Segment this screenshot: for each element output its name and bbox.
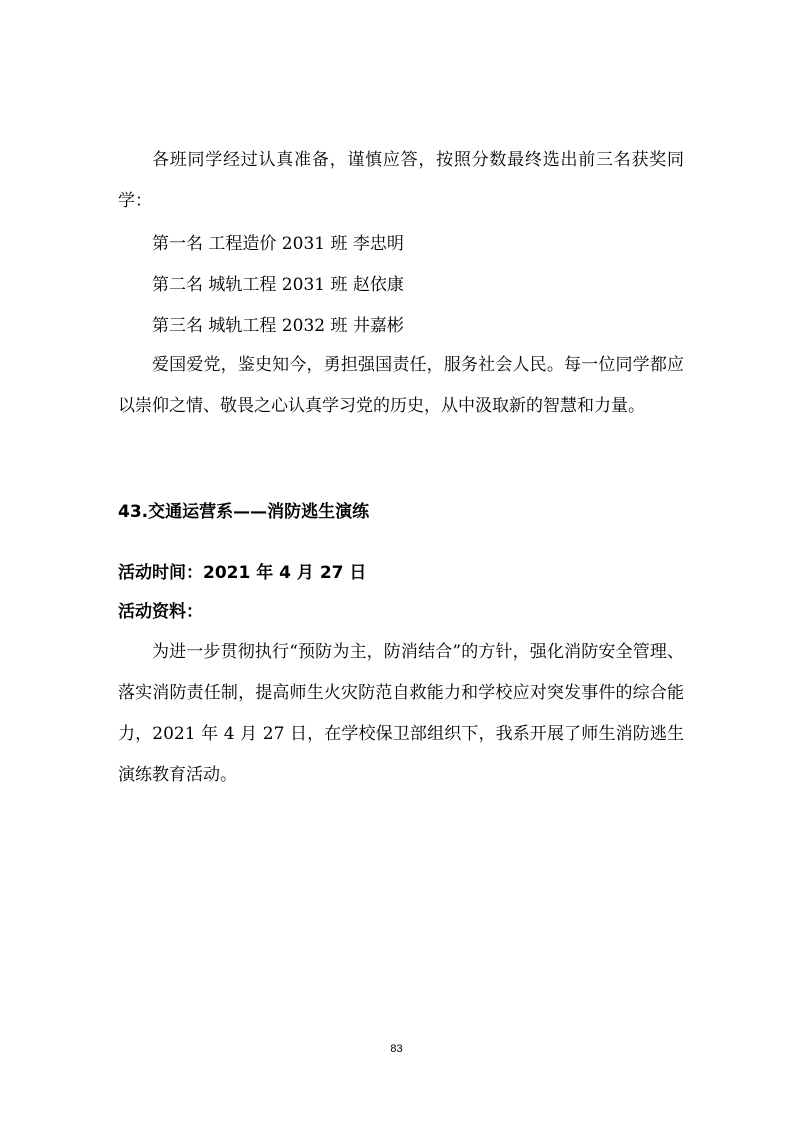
winner-second: 第二名 城轨工程 2031 班 赵依康 — [152, 275, 404, 295]
page-number: 83 — [390, 1043, 403, 1055]
section-title: 43.交通运营系——消防逃生演练 — [118, 502, 370, 522]
activity-paragraph: 为进一步贯彻执行“预防为主，防消结合”的方针，强化消防安全管理、落实消防责任制，提高师生火灾防范自救能力和学校应对突发事件的综合能力，2021 年 4 月 27 日，在学校保卫部组织下，我系开展了师生消防逃生演练教育活动。 — [118, 642, 684, 785]
intro-paragraph: 各班同学经过认真准备，谨慎应答，按照分数最终选出前三名获奖同学： — [118, 150, 684, 211]
activity-material-label: 活动资料： — [118, 602, 203, 622]
closing-paragraph: 爱国爱党，鉴史知今，勇担强国责任，服务社会人民。每一位同学都应以崇仰之情、敬畏之心认真学习党的历史，从中汲取新的智慧和力量。 — [118, 355, 684, 416]
winner-first: 第一名 工程造价 2031 班 李忠明 — [152, 234, 404, 254]
activity-time: 活动时间：2021 年 4 月 27 日 — [118, 563, 367, 583]
winner-third: 第三名 城轨工程 2032 班 井嘉彬 — [152, 316, 404, 336]
